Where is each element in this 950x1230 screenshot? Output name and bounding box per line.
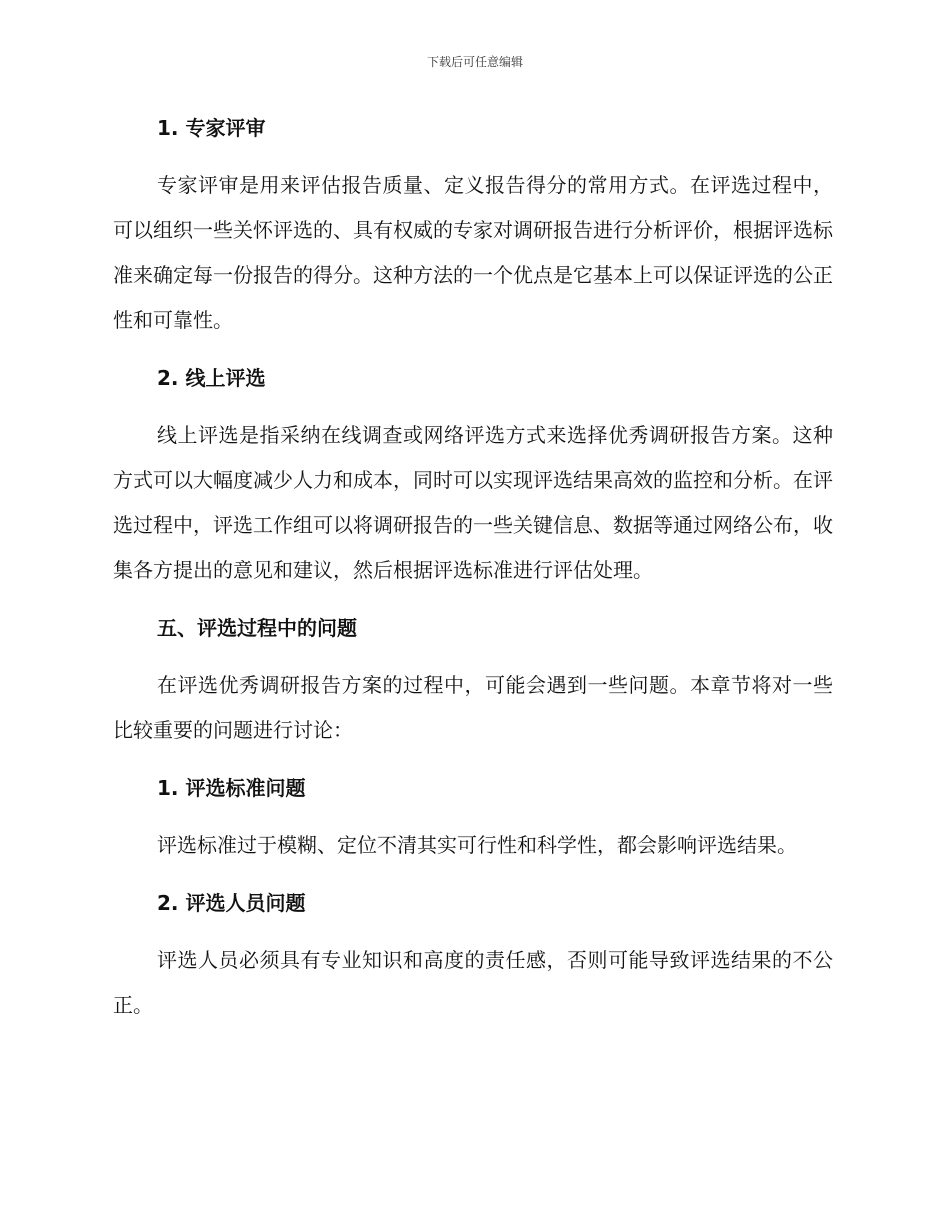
chapter-heading-issues: 五、评选过程中的问题	[157, 616, 357, 640]
section-heading-expert-review: 1. 专家评审	[157, 116, 266, 140]
section-heading-online-review: 2. 线上评选	[157, 366, 266, 390]
paragraph-issues-intro: 在评选优秀调研报告方案的过程中，可能会遇到一些问题。本章节将对一些比较重要的问题进行讨论：	[113, 673, 833, 742]
paragraph-reviewer-issue: 评选人员必须具有专业知识和高度的责任感，否则可能导致评选结果的不公正。	[113, 948, 833, 1017]
paragraph-expert-review: 专家评审是用来评估报告质量、定义报告得分的常用方式。在评选过程中，可以组织一些关怀评选的、具有权威的专家对调研报告进行分析评价，根据评选标准来确定每一份报告的得分。这种方法的一个优点是它基本上可以保证评选的公正性和可靠性。	[113, 173, 833, 332]
paragraph-criteria-issue: 评选标准过于模糊、定位不清其实可行性和科学性，都会影响评选结果。	[157, 833, 797, 857]
document-body	[113, 105, 833, 1028]
section-heading-criteria-issue: 1. 评选标准问题	[157, 776, 306, 800]
paragraph-online-review: 线上评选是指采纳在线调查或网络评选方式来选择优秀调研报告方案。这种方式可以大幅度减少人力和成本，同时可以实现评选结果高效的监控和分析。在评选过程中，评选工作组可以将调研报告的一些关键信息、数据等通过网络公布，收集各方提出的意见和建议，然后根据评选标准进行评估处理。	[113, 423, 833, 582]
page-header-note: 下载后可任意编辑	[426, 55, 523, 69]
section-heading-reviewer-issue: 2. 评选人员问题	[157, 891, 306, 915]
